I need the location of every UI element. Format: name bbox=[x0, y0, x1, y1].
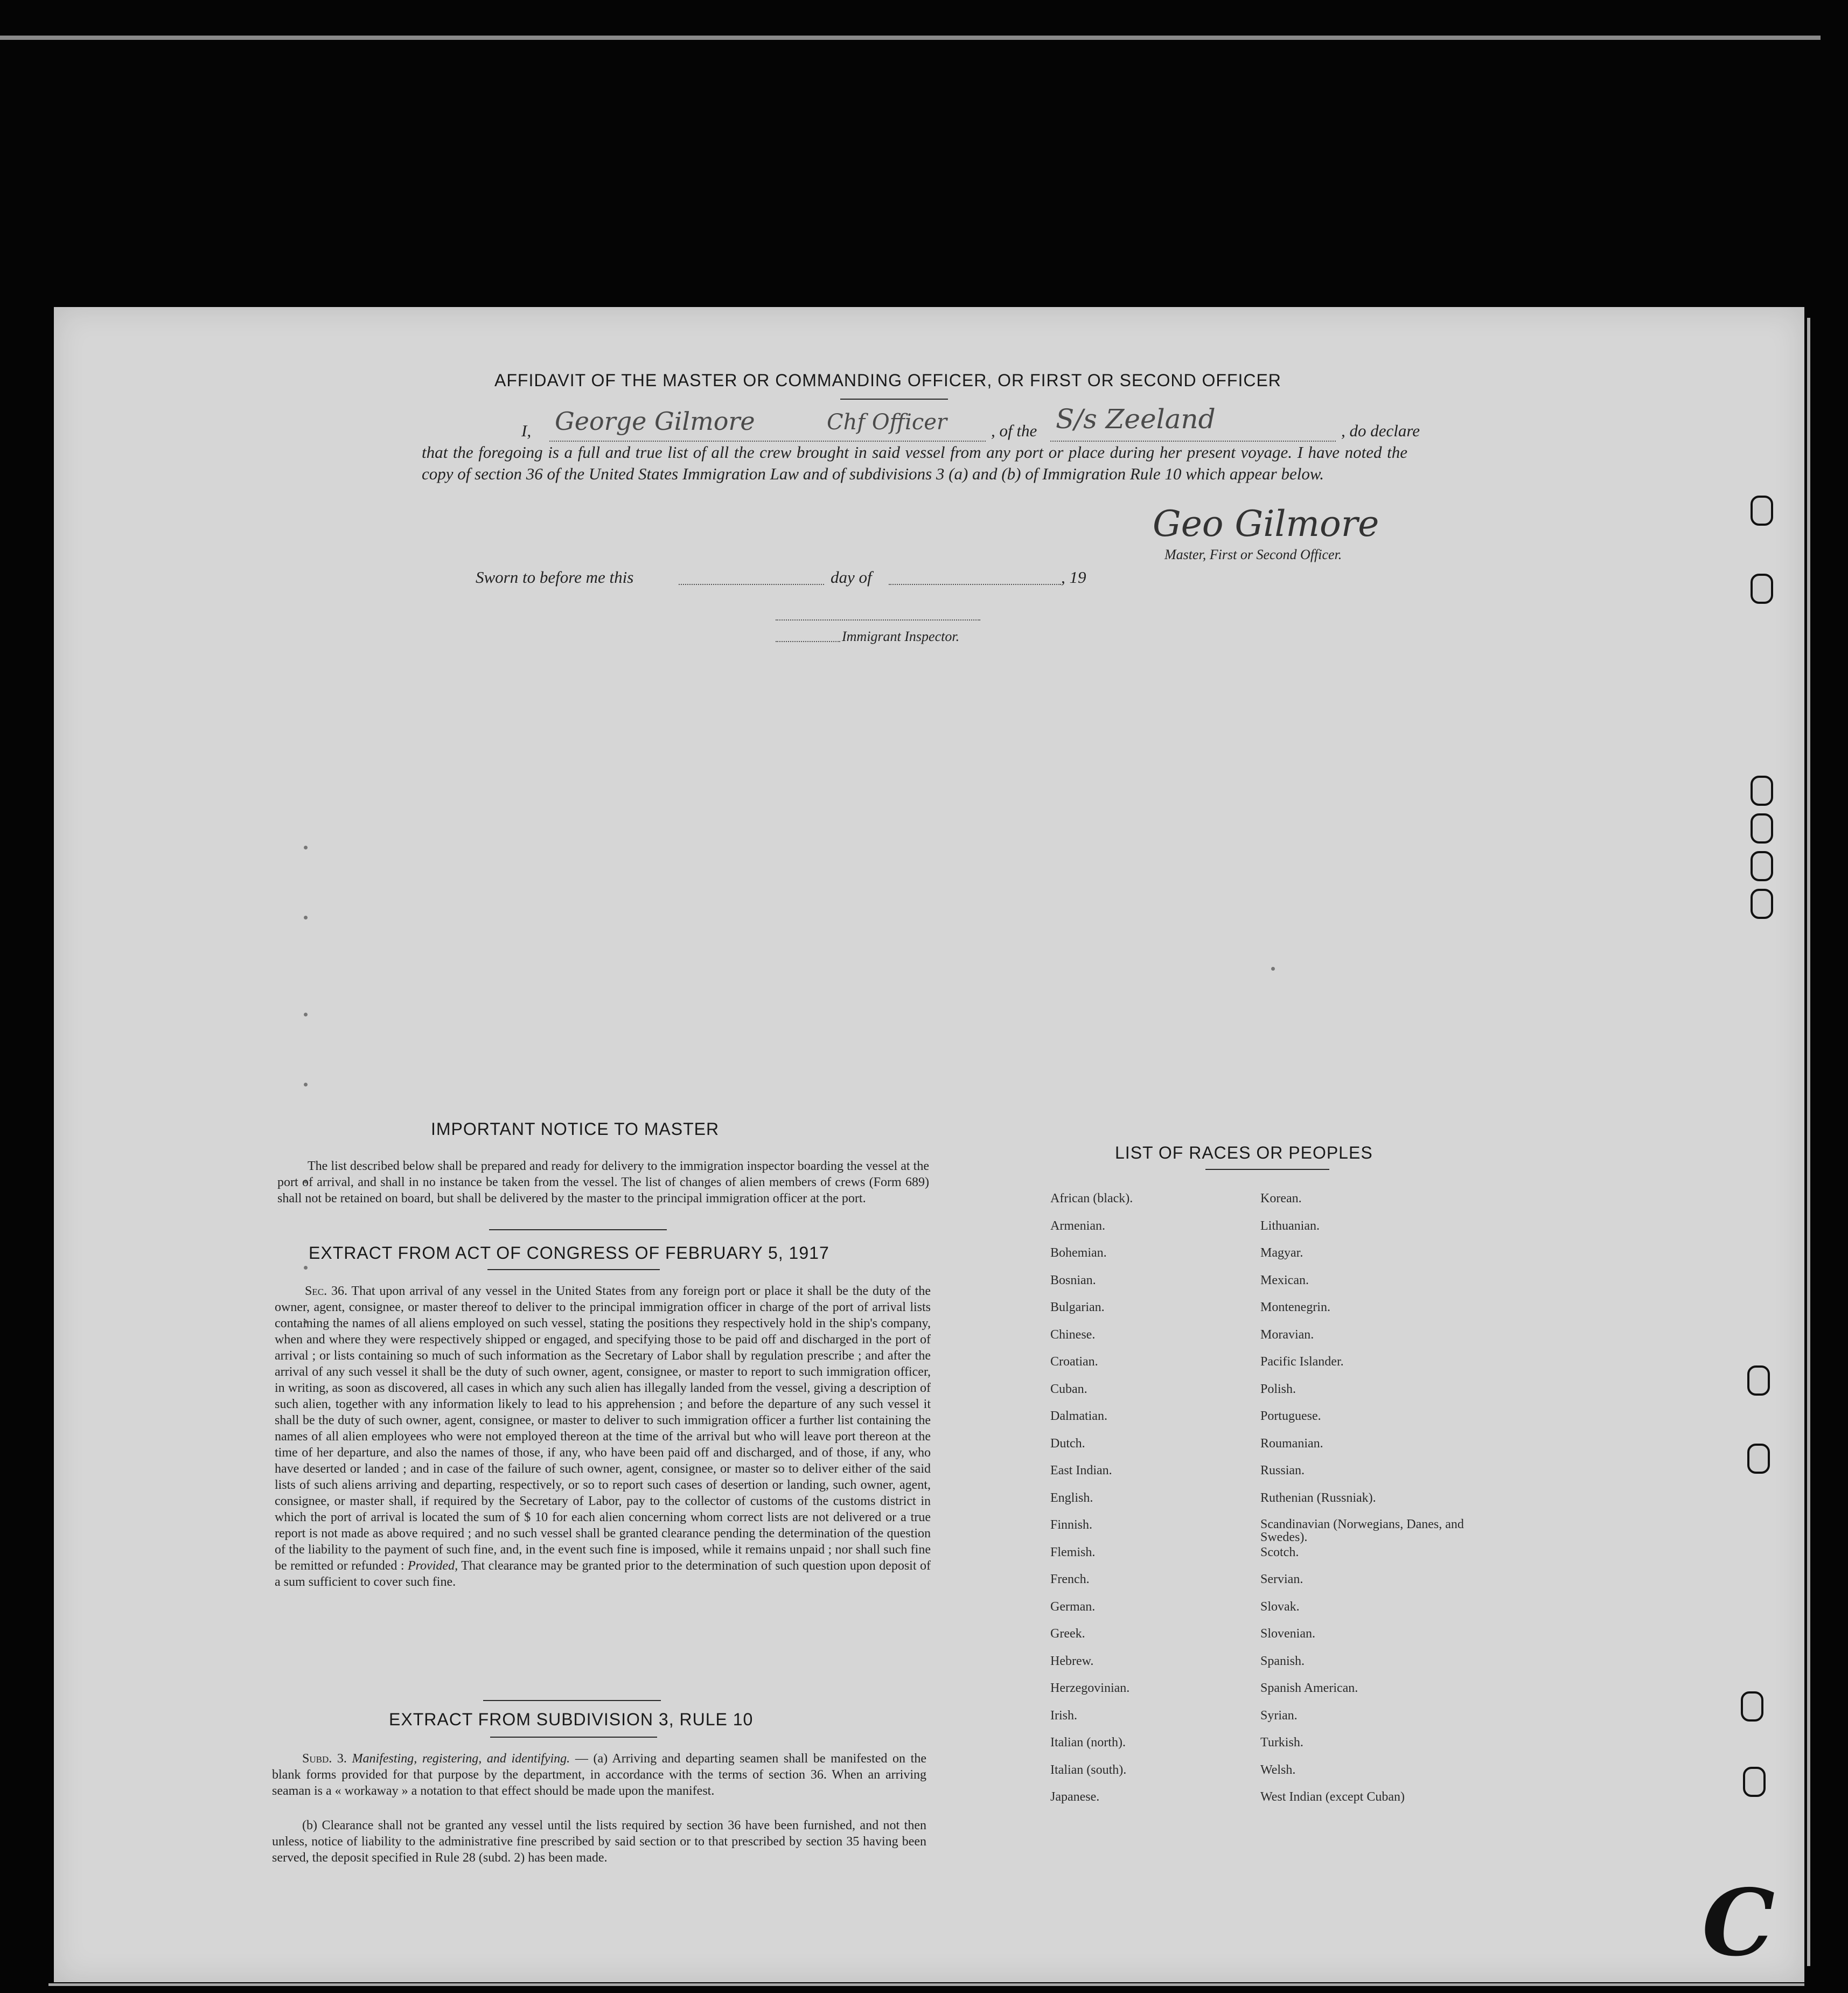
binder-hole bbox=[1751, 496, 1773, 526]
margin-tick bbox=[304, 1266, 308, 1270]
declaration-line bbox=[474, 403, 1460, 445]
race-item: Russian. bbox=[1260, 1464, 1305, 1478]
provided-word: Provided, bbox=[408, 1559, 458, 1573]
scanner-top-line bbox=[0, 36, 1821, 40]
races-title-rule bbox=[1205, 1169, 1329, 1170]
race-item: Greek. bbox=[1050, 1627, 1085, 1641]
affidavit-title-rule bbox=[840, 399, 948, 400]
act-extract-title: EXTRACT FROM ACT OF CONGRESS OF FEBRUARY 5, 1917 bbox=[309, 1243, 829, 1263]
signature-caption: Master, First or Second Officer. bbox=[1164, 547, 1342, 562]
notice-body: The list described below shall be prepared and ready for delivery to the immigration inspector boarding the vessel at the port of arrival, and shall in no instance be taken from the vessel. The list of changes of alien members of crews (Form 689) shall not be retained on board, but shall be delivered by the master to the principal immigration officer at the port. bbox=[277, 1159, 929, 1205]
race-item: Scandinavian (Norwegians, Danes, and Swedes). bbox=[1260, 1517, 1464, 1544]
section-36-text: That upon arrival of any vessel in the United States from any foreign port or place it shall be the duty of the owner, agent, consignee, or master thereof to deliver to the principal immigration officer in charge of the port of arrival lists containing the names of all aliens employed on such vessel, stating the positions they respectively hold in the ship's company, when and where they were respectively shipped or engaged, and specifying those to be paid off and discharged in the port of arrival ; or lists containing so much of such information as the Secretary of Labor shall by regulation prescribe ; and after the arrival of any such vessel it shall be the duty of such owner, agent, consignee, or master to report to such immigration officer, in writing, as soon as discovered, all cases in which any such alien has illegally landed from the vessel, giving a description of such alien, together with any information likely to lead to his apprehension ; and before the departure of any such vessel it shall be the duty of such owner, agent, consignee, or master to deliver to such immigration officer a further list containing the names of all alien employees who were not employed thereon at the time of the arrival but who will leave port thereon at the time of her departure, and also the names of those, if any, who have been paid off and discharged, and of those, if any, who have deserted or landed ; and in case of the failure of such owner, agent, consignee, or master so to deliver either of the said lists of such aliens arriving and departing, respectively, or so to report such cases of desertion or landing, such owner, agent, consignee, or master shall, if required by the Secretary of Labor, pay to the collector of customs of the customs district in which the port of arrival is located the sum of $ 10 for each alien concerning whom correct lists are not delivered or a true report is not made as above required ; and no such vessel shall be granted clearance pending the determination of the question of the liability to the payment of such fine, and, in the event such fine is imposed, while it remains unpaid ; nor shall such fine be remitted or refunded : bbox=[275, 1284, 931, 1573]
notice-rule bbox=[489, 1229, 667, 1230]
declaration-i: I, bbox=[521, 421, 532, 440]
race-item: Korean. bbox=[1260, 1191, 1302, 1205]
race-item: Montenegrin. bbox=[1260, 1300, 1330, 1314]
race-item: Mexican. bbox=[1260, 1273, 1309, 1287]
margin-tick bbox=[304, 846, 308, 849]
signature-handwritten: Geo Gilmore bbox=[1153, 503, 1379, 545]
race-item: Japanese. bbox=[1050, 1790, 1100, 1804]
corner-mark-handwritten: C bbox=[1702, 1869, 1775, 1977]
binder-hole bbox=[1751, 889, 1773, 919]
margin-tick bbox=[304, 916, 308, 919]
page-edge-right bbox=[1807, 318, 1810, 1966]
race-item: Syrian. bbox=[1260, 1708, 1298, 1723]
races-title: LIST OF RACES OR PEOPLES bbox=[1115, 1143, 1373, 1162]
subd-label: Subd. 3. bbox=[302, 1752, 347, 1766]
race-item: Cuban. bbox=[1050, 1382, 1087, 1396]
officer-name-handwritten: George Gilmore bbox=[555, 407, 755, 436]
race-item: Moravian. bbox=[1260, 1327, 1314, 1342]
binder-hole bbox=[1751, 574, 1773, 604]
race-item: Lithuanian. bbox=[1260, 1218, 1320, 1233]
race-item: Croatian. bbox=[1050, 1355, 1098, 1369]
race-item: Herzegovinian. bbox=[1050, 1681, 1130, 1695]
binder-hole bbox=[1751, 851, 1773, 881]
rule-extract-para-b: (b) Clearance shall not be granted any vessel until the lists required by section 36 have been furnished, and not then unless, notice of liability to the administrative fine prescribed by said section or to that prescribed by section 35 having been served, the deposit specified in Rule 28 (subd. 2) has been made. bbox=[272, 1818, 926, 1865]
binder-hole bbox=[1747, 1444, 1770, 1474]
race-item: Finnish. bbox=[1050, 1518, 1093, 1532]
officer-rank-handwritten: Chf Officer bbox=[827, 410, 947, 435]
race-item: Chinese. bbox=[1050, 1327, 1096, 1342]
race-item: Pacific Islander. bbox=[1260, 1355, 1344, 1369]
of-the-text: , of the bbox=[991, 421, 1037, 440]
race-item: Portuguese. bbox=[1260, 1409, 1321, 1423]
race-item: Italian (south). bbox=[1050, 1762, 1127, 1777]
do-declare-text: , do declare bbox=[1341, 421, 1420, 440]
race-item: Slovak. bbox=[1260, 1599, 1300, 1614]
race-item: Dalmatian. bbox=[1050, 1409, 1107, 1423]
race-item: Flemish. bbox=[1050, 1545, 1096, 1559]
page-edge-bottom bbox=[48, 1983, 1804, 1986]
race-item: Irish. bbox=[1050, 1708, 1077, 1723]
rule-extract-para-a bbox=[272, 1751, 926, 1799]
race-item: Bosnian. bbox=[1050, 1273, 1096, 1287]
binder-hole bbox=[1751, 776, 1773, 806]
races-right-column bbox=[1260, 1191, 1465, 1817]
act-extract-end-rule bbox=[483, 1700, 661, 1701]
race-item: Bulgarian. bbox=[1050, 1300, 1105, 1314]
race-item: Bohemian. bbox=[1050, 1246, 1107, 1260]
binder-hole bbox=[1747, 1365, 1770, 1396]
rule-extract-rule bbox=[490, 1737, 657, 1738]
section-36-text-end: That clearance may be granted prior to the determination of such question upon deposit of a sum sufficient to cover such fine. bbox=[275, 1559, 931, 1589]
sworn-month-blank bbox=[889, 583, 1061, 585]
act-extract-rule bbox=[487, 1269, 660, 1270]
notice-title: IMPORTANT NOTICE TO MASTER bbox=[431, 1119, 720, 1139]
race-item: West Indian (except Cuban) bbox=[1260, 1790, 1405, 1804]
race-item: Magyar. bbox=[1260, 1246, 1303, 1260]
binder-hole bbox=[1751, 813, 1773, 844]
race-item: Ruthenian (Russniak). bbox=[1260, 1490, 1376, 1505]
races-left-column bbox=[1050, 1191, 1239, 1817]
sworn-text: Sworn to before me this bbox=[476, 568, 634, 587]
race-item: English. bbox=[1050, 1490, 1093, 1505]
binder-hole bbox=[1743, 1767, 1766, 1797]
sworn-day-blank bbox=[679, 583, 824, 585]
race-item: German. bbox=[1050, 1599, 1096, 1614]
affidavit-title: AFFIDAVIT OF THE MASTER OR COMMANDING OFFICER, OR FIRST OR SECOND OFFICER bbox=[494, 371, 1281, 390]
race-item: Spanish American. bbox=[1260, 1681, 1358, 1695]
race-item: East Indian. bbox=[1050, 1464, 1112, 1478]
document-page bbox=[54, 307, 1804, 1982]
race-item: Welsh. bbox=[1260, 1762, 1296, 1777]
race-item: French. bbox=[1050, 1572, 1090, 1586]
margin-tick bbox=[304, 1013, 308, 1016]
race-item: Italian (north). bbox=[1050, 1736, 1126, 1750]
subd-heading: Manifesting, registering, and identifying. bbox=[352, 1752, 570, 1766]
year-prefix-text: , 19 bbox=[1061, 568, 1086, 587]
race-item: Spanish. bbox=[1260, 1654, 1305, 1668]
race-item: Scotch. bbox=[1260, 1545, 1299, 1559]
day-of-text: day of bbox=[831, 568, 872, 587]
act-extract-body bbox=[275, 1283, 931, 1590]
race-item: Hebrew. bbox=[1050, 1654, 1094, 1668]
margin-tick bbox=[304, 1083, 308, 1086]
inspector-caption: Immigrant Inspector. bbox=[842, 629, 960, 644]
declaration-body: that the foregoing is a full and true list of all the crew brought in said vessel from any port or place during her present voyage. I have noted the copy of section 36 of the United States Immigration Law and of subdivisions 3 (a) and (b) of Immigration Rule 10 which appear below. bbox=[422, 443, 1407, 483]
race-item: Polish. bbox=[1260, 1382, 1296, 1396]
margin-tick bbox=[1271, 967, 1275, 971]
race-item: Turkish. bbox=[1260, 1736, 1303, 1750]
inspector-caption-line bbox=[776, 640, 840, 642]
rule-extract-title: EXTRACT FROM SUBDIVISION 3, RULE 10 bbox=[389, 1710, 754, 1729]
race-item: Roumanian. bbox=[1260, 1436, 1323, 1451]
section-label: Sec. 36. bbox=[305, 1284, 347, 1298]
race-item: Dutch. bbox=[1050, 1436, 1085, 1451]
binder-hole bbox=[1741, 1691, 1763, 1722]
inspector-signature-line bbox=[776, 618, 980, 621]
race-item: Armenian. bbox=[1050, 1218, 1105, 1233]
vessel-name-handwritten: S/s Zeeland bbox=[1056, 403, 1216, 435]
subd-para-a: — (a) Arriving and departing seamen shall be manifested on the blank forms provided for that purpose by the department, in accordance with the terms of section 36. When an arriving seaman is a « workaway » a notation to that effect should be made upon the manifest. bbox=[272, 1752, 927, 1798]
race-item: Slovenian. bbox=[1260, 1627, 1315, 1641]
race-item: Servian. bbox=[1260, 1572, 1303, 1586]
race-item: African (black). bbox=[1050, 1191, 1133, 1205]
